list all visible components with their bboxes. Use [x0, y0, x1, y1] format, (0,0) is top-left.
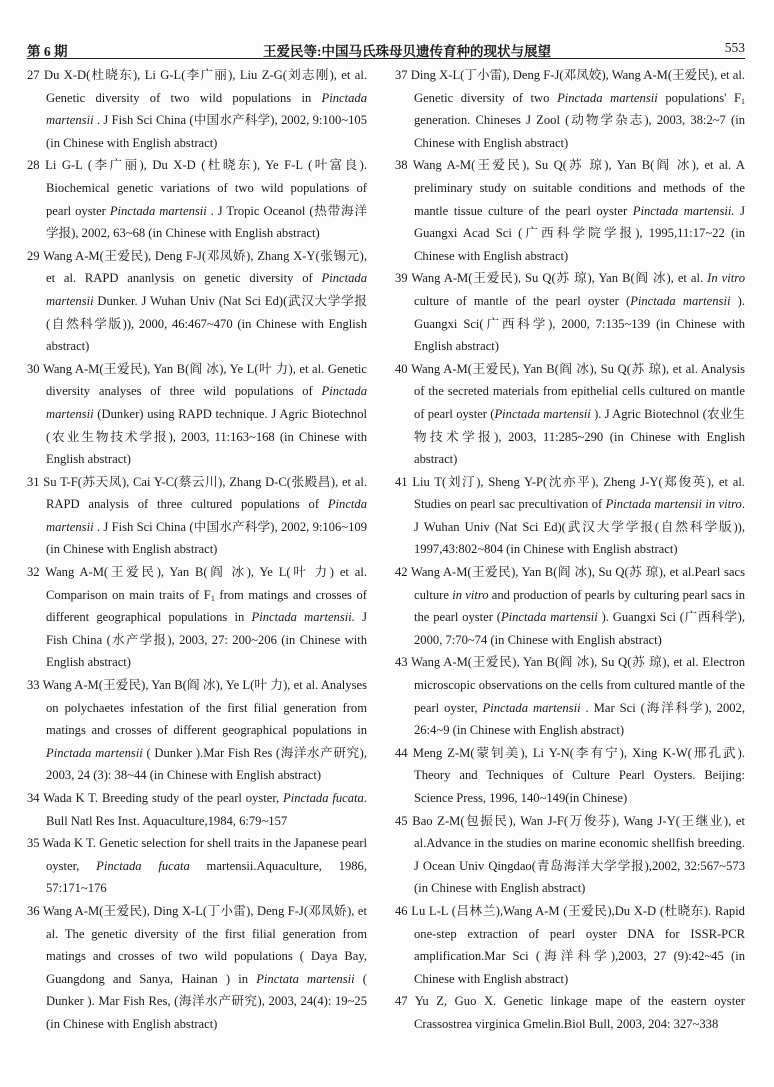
reference-text: Li G-L (李广丽), Du X-D (杜晓东), Ye F-L (叶富良). Biochemical genetic variations of two wild populations of pearl oyster [45, 158, 367, 218]
species-name: Pinctada martensii [46, 90, 367, 128]
reference-item [395, 64, 745, 154]
reference-list-left [27, 64, 367, 1036]
species-name: Pinctada martensii [109, 203, 207, 218]
reference-text: generation. Chineses J Zool (动物学杂志), 2003, 38:2~7 (in Chinese with English abstract) [414, 113, 745, 150]
species-name: Pinctada martensii. [251, 610, 355, 625]
reference-text: . J Fish Sci China (中国水产科学), 2002, 9:106~109 (in Chinese with English abstract) [46, 519, 367, 557]
reference-text: J Fish China (水产学报), 2003, 27: 200~206 (in Chinese with English abstract) [46, 610, 367, 670]
reference-number: 32 [27, 565, 46, 580]
reference-text: Bao Z-M(包振民), Wan J-F(万俊芬), Wang J-Y(王继业), et al.Advance in the studies on marine economic shellfish breeding. J Ocean Univ Qingdao(青岛海洋大学学报),2002, 32:567~573 (in Chinese with English abstract) [412, 813, 745, 896]
reference-text: Wang A-M(王爱民), Su Q(苏 琼), Yan B(阎 冰), et al. [411, 271, 708, 286]
species-name: Pinctada fucata [96, 858, 190, 873]
reference-number: 33 [27, 678, 43, 693]
reference-text: Wang A-M(王爱民), Yan B(阎 冰), Su Q(苏 琼), et al.Pearl sacs culture [410, 565, 745, 602]
reference-text: from matings and crosses of different geographical populations in [46, 587, 367, 625]
reference-text: Wang A-M(王爱民), Su Q(苏 琼), Yan B(阎 冰), et al. A preliminary study on suitable conditions and methods of the mantle tissue culture of the pearl oyster [412, 158, 746, 218]
reference-text: . J Tropic Oceanol (热带海洋学报), 2002, 63~68 (in Chinese with English abstract) [46, 203, 368, 241]
reference-item [395, 900, 745, 990]
species-name: Pinctada martensii [557, 90, 658, 105]
species-name: Pinctada martensii [482, 700, 581, 715]
reference-text: martensii.Aquaculture, 1986, 57:171~176 [46, 858, 367, 896]
reference-number: 29 [27, 248, 44, 263]
issue-label: 第 6 期 [27, 44, 68, 59]
reference-item [27, 787, 367, 832]
reference-number: 37 [395, 68, 411, 82]
reference-text: Wang A-M(王爱民), Yan B(阎 冰), Su Q(苏 琼), et al. Analysis of the secreted materials from epithelial cells cultured on mantle of pearl oyster ( [411, 361, 746, 421]
reference-number: 41 [395, 474, 413, 489]
reference-item [395, 810, 745, 900]
reference-item [27, 64, 367, 154]
running-title: 王爱民等:中国马氏珠母贝遗传育种的现状与展望 [263, 44, 551, 59]
reference-text: . J Wuhan Univ (Nat Sci Ed)(武汉大学学报(自然科学版)), 1997,43:802~804 (in Chinese with English abstract) [414, 497, 745, 557]
reference-text: Ding X-L(丁小雷), Deng F-J(邓凤姣), Wang A-M(王爱民), et al. Genetic diversity of two [410, 68, 745, 105]
reference-number: 31 [27, 474, 44, 489]
reference-text: ( Dunker ). Mar Fish Res, (海洋水产研究), 2003, 24(4): 19~25 (in Chinese with English abstract) [46, 971, 367, 1031]
reference-text: Yu Z, Guo X. Genetic linkage mape of the eastern oyster Crassostrea virginica Gmelin.Biol Bull, 2003, 204: 327~338 [414, 994, 745, 1031]
reference-item [395, 990, 745, 1035]
reference-text: culture of mantle of the pearl oyster ( [414, 293, 631, 308]
species-name: Pinctada martensii in vitro [605, 497, 742, 512]
reference-text: Wang A-M(王爱民), Ding X-L(丁小雷), Deng F-J(邓凤娇), et al. The genetic diversity of the first filial generation from matings and crosses of two wild populations ( Daya Bay, Guangdong and Sanya, Hainan ) in [42, 903, 367, 986]
reference-number: 38 [395, 158, 413, 173]
reference-number: 42 [395, 565, 411, 580]
running-header [27, 40, 745, 59]
reference-item [395, 154, 745, 267]
reference-number: 35 [27, 836, 43, 851]
reference-text: Wang A-M(王爱民), Yan B(阎 冰), Ye L(叶 力), et al. Genetic diversity analyses of three wild populations of [42, 361, 368, 399]
reference-text: 1 [740, 96, 745, 106]
reference-item [27, 358, 367, 471]
reference-text: ). Guangxi Sci(广西科学), 2000, 7:135~139 (in Chinese with English abstract) [414, 293, 746, 354]
reference-text: ). Guangxi Sci (广西科学), 2000, 7:70~74 (in Chinese with English abstract) [414, 610, 745, 647]
reference-item [395, 471, 745, 561]
species-name: Pinctada martensii [630, 293, 731, 308]
reference-number: 47 [395, 994, 415, 1009]
reference-text: 1 [210, 593, 215, 603]
reference-text: Wang A-M(王爱民), Yan B(阎 冰), Ye L(叶 力) et al. Comparison on main traits of F [45, 565, 367, 602]
reference-text: Wang A-M(王爱民), Yan B(阎 冰), Su Q(苏 琼), et al. Electron microscopic observations on the cells from cultured mantle of the pearl oyster, [411, 655, 745, 715]
reference-text: Liu T(刘汀), Sheng Y-P(沈亦平), Zheng J-Y(郑俊英), et al. Studies on pearl sac precultivation of [412, 474, 745, 512]
reference-item [27, 832, 367, 900]
reference-text: J Guangxi Acad Sci (广西科学院学报), 1995,11:17~22 (in Chinese with English abstract) [414, 203, 745, 263]
reference-item [27, 154, 367, 244]
reference-number: 36 [27, 903, 43, 918]
reference-text: (Dunker) using RAPD technique. J Agric Biotechnol (农业生物技术学报), 2003, 11:163~168 (in Chinese with English abstract) [46, 406, 367, 467]
reference-text: Wada K T. Genetic selection for shell traits in the Japanese pearl oyster, [42, 836, 368, 873]
reference-item [27, 245, 367, 358]
species-name: Pinctada martensii. [632, 203, 735, 218]
reference-text: ( Dunker ).Mar Fish Res (海洋水产研究), 2003, 24 (3): 38~44 (in Chinese with English abstract) [46, 745, 367, 783]
reference-text: Wang A-M(王爱民), Deng F-J(邓凤娇), Zhang X-Y(张锡元), et al. RAPD ananlysis on genetic diversity of [43, 248, 368, 286]
species-name: In vitro [707, 271, 745, 286]
reference-number: 30 [27, 361, 43, 376]
reference-text: . Bull Natl Res Inst. Aquaculture,1984, 6:79~157 [46, 791, 367, 828]
reference-number: 34 [27, 791, 44, 805]
reference-number: 46 [395, 903, 412, 918]
species-name: Pinctda martensii [46, 497, 367, 534]
reference-item [395, 358, 745, 471]
reference-text: and production of pearls by culturing pearl sacs in the pearl oyster ( [414, 587, 745, 625]
reference-item [395, 651, 745, 741]
species-name: Pinctada martensii [46, 384, 367, 421]
reference-item [395, 742, 745, 810]
reference-list-right [395, 64, 745, 1036]
reference-number: 44 [395, 745, 413, 760]
reference-number: 27 [27, 68, 44, 82]
reference-text: Wada K T. Breeding study of the pearl oyster, [43, 791, 284, 805]
species-name: in vitro [452, 587, 489, 602]
reference-text: . J Fish Sci China (中国水产科学), 2002, 9:100~105 (in Chinese with English abstract) [46, 113, 367, 150]
reference-item [395, 561, 745, 651]
reference-number: 40 [395, 361, 412, 376]
reference-item [395, 267, 745, 357]
reference-item [27, 674, 367, 787]
species-name: Pinctada martensii [494, 406, 591, 421]
reference-text: Wang A-M(王爱民), Yan B(阎 冰), Ye L(叶 力), et al. Analyses on polychaetes infestation of the first filial generation from matings and crosses of different geographical populations in [42, 678, 367, 738]
reference-text: Dunker. J Wuhan Univ (Nat Sci Ed)(武汉大学学报 (自然科学版)), 2000, 46:467~470 (in Chinese with English abstract) [46, 293, 367, 354]
reference-number: 39 [395, 271, 412, 286]
reference-text: . Mar Sci (海洋科学), 2002, 26:4~9 (in Chinese with English abstract) [414, 700, 745, 738]
reference-text: ). J Agric Biotechnol (农业生物技术学报), 2003, 11:285~290 (in Chinese with English abstract) [414, 406, 746, 467]
reference-item [27, 561, 367, 674]
reference-number: 28 [27, 158, 46, 173]
species-name: Pinctada fucata [283, 791, 364, 805]
reference-text: populations' F [657, 90, 741, 105]
reference-number: 43 [395, 655, 412, 670]
species-name: Pinctada martensii [46, 271, 367, 308]
species-name: Pinctada martensii [500, 610, 598, 625]
reference-text: Du X-D(杜晓东), Li G-L(李广丽), Liu Z-G(刘志刚), et al. Genetic diversity of two wild populations in [43, 68, 367, 105]
species-name: Pinctata martensii [256, 971, 355, 986]
reference-text: Su T-F(苏天凤), Cai Y-C(蔡云川), Zhang D-C(张殿昌), et al. RAPD analysis of three cultured populations of [43, 474, 367, 512]
reference-item [27, 900, 367, 1036]
page-number: 553 [724, 40, 745, 55]
reference-number: 45 [395, 813, 413, 828]
reference-text: Meng Z-M(蒙钊美), Li Y-N(李有宁), Xing K-W(邢孔武). Theory and Techniques of Culture Pearl Oysters. Beijing: Science Press, 1996, 140~149(in Chinese) [412, 745, 745, 805]
reference-text: Lu L-L (吕林兰),Wang A-M (王爱民),Du X-D (杜晓东). Rapid one-step extraction of pearl oyster DNA for ISSR-PCR amplification.Mar Sci (海洋科学),2003, 27 (9):42~45 (in Chinese with English abstract) [411, 903, 745, 986]
reference-item [27, 471, 367, 561]
species-name: Pinctada martensii [46, 745, 143, 760]
